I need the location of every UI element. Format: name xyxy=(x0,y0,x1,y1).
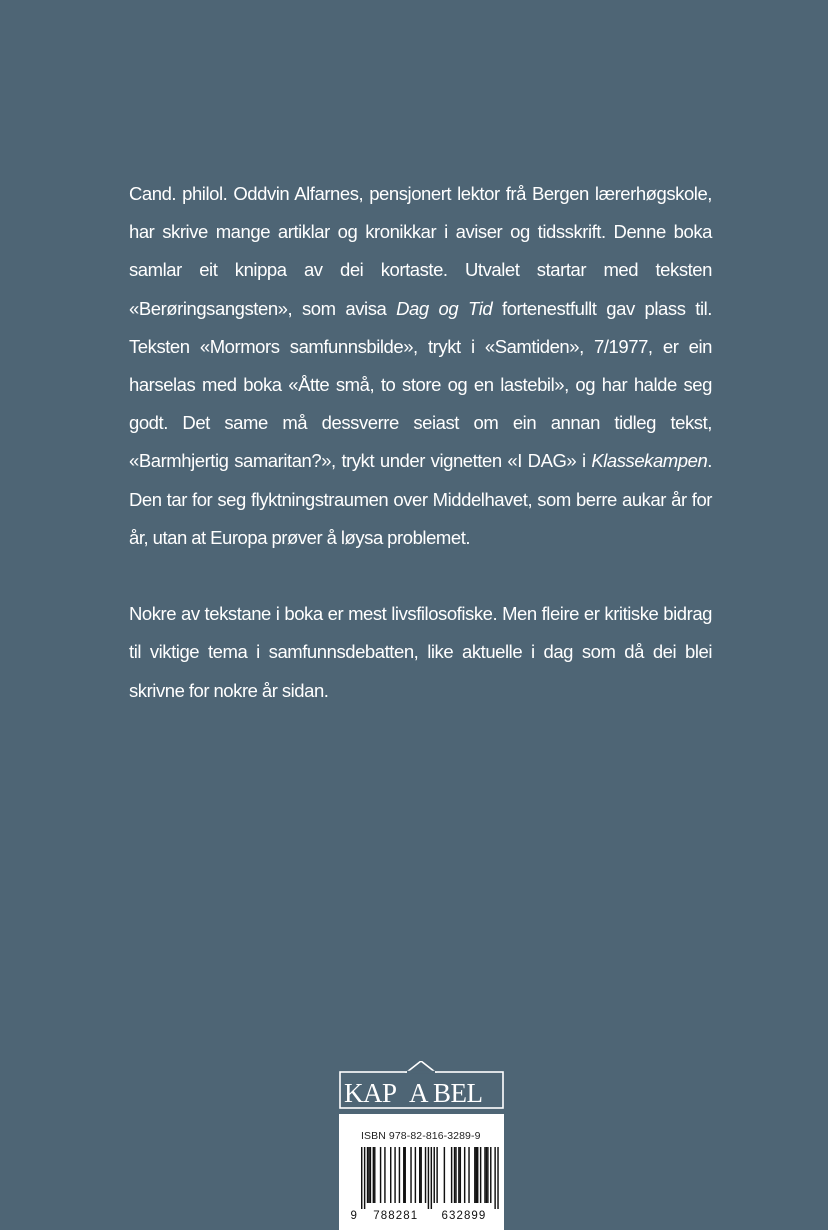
blurb-paragraph-2 xyxy=(129,595,712,710)
barcode-bar xyxy=(454,1147,455,1203)
barcode-bar xyxy=(474,1147,475,1203)
logo-roof xyxy=(407,1061,435,1072)
barcode-bar xyxy=(405,1147,406,1203)
barcode-bar xyxy=(415,1147,416,1203)
blurb-segment: Nokre av tekstane i boka er mest livsfilosofiske. Men fleire er kritiske bidrag til viktige tema i samfunnsdebatten, like aktuelle i dag som då dei blei skrivne for nokre år sidan. xyxy=(129,603,712,701)
barcode-bar xyxy=(497,1147,498,1209)
barcode-panel xyxy=(339,1114,504,1230)
barcode-bar xyxy=(364,1147,365,1209)
barcode-bar xyxy=(374,1147,375,1203)
barcode-bar xyxy=(494,1147,495,1209)
logo-text-left: KAP xyxy=(344,1078,397,1108)
barcode-bar xyxy=(373,1147,374,1203)
kapabel-logo xyxy=(339,1061,504,1109)
barcode-bar xyxy=(477,1147,478,1203)
barcode-digits-first: 9 xyxy=(350,1210,358,1221)
barcode-bar xyxy=(486,1147,487,1203)
logo-text-mid: A xyxy=(409,1078,429,1108)
barcode-bar xyxy=(428,1147,429,1209)
barcode-bar xyxy=(458,1147,459,1203)
logo-text-right: BEL xyxy=(433,1078,483,1108)
barcode-bar xyxy=(455,1147,456,1203)
barcode-bar xyxy=(367,1147,368,1203)
barcode-bar xyxy=(464,1147,465,1203)
barcode-bar xyxy=(431,1147,432,1209)
barcode-bar xyxy=(380,1147,381,1203)
barcode-digits-left: 788281 xyxy=(373,1210,419,1221)
barcode-bar xyxy=(420,1147,421,1203)
isbn-barcode xyxy=(349,1147,499,1221)
barcode-bar xyxy=(451,1147,452,1203)
barcode-bar xyxy=(425,1147,426,1203)
barcode-bar xyxy=(368,1147,369,1203)
blurb-segment: . Den tar for seg flyktningstraumen over Middelhavet, som berre aukar år for år, utan at Europa prøver å løysa problemet. xyxy=(129,450,712,548)
barcode-bar xyxy=(468,1147,469,1203)
blurb-italic-title: Dag og Tid xyxy=(396,297,493,319)
blurb-segment: Cand. philol. Oddvin Alfarnes, pensjonert lektor frå Bergen lærerhøgskole, har skrive mange artiklar og kronikkar i aviser og tidsskrift. Denne boka samlar eit knippa av dei kortaste. Utvalet startar med teksten «Berøringsangsten», som avisa xyxy=(129,183,712,319)
barcode-bar xyxy=(361,1147,362,1209)
barcode-bar xyxy=(384,1147,385,1203)
barcode-bar xyxy=(444,1147,445,1203)
barcode-bar xyxy=(484,1147,485,1203)
barcode-bar xyxy=(460,1147,461,1203)
barcode-bar xyxy=(490,1147,491,1203)
barcode-bar xyxy=(476,1147,477,1203)
barcode-bar xyxy=(394,1147,395,1203)
publisher-logo xyxy=(339,1061,504,1109)
blurb-text xyxy=(129,175,712,710)
barcode-bar xyxy=(480,1147,481,1203)
blurb-segment: fortenestfullt gav plass til. Teksten «Mormors samfunnsbilde», trykt i «Samtiden», 7/1977, er ein harselas med boka «Åtte små, to store og en lastebil», og har halde seg godt. Det same må dessverre seiast om ein annan tidleg tekst, «Barmhjertig samaritan?», trykt under vignetten «I DAG» i xyxy=(129,297,712,472)
barcode-bar xyxy=(410,1147,411,1203)
blurb-italic-title: Klassekampen xyxy=(591,450,708,472)
barcode-bar xyxy=(370,1147,371,1203)
barcode-bar xyxy=(390,1147,391,1203)
barcode-bar xyxy=(487,1147,488,1203)
barcode-bar xyxy=(399,1147,400,1203)
barcode-bar xyxy=(419,1147,420,1203)
isbn-label: ISBN 978-82-816-3289-9 xyxy=(361,1130,481,1142)
barcode-bar xyxy=(434,1147,435,1203)
blurb-paragraph-1 xyxy=(129,175,712,557)
barcode-digits-right: 632899 xyxy=(441,1210,487,1221)
barcode-bar xyxy=(403,1147,404,1203)
barcode-bar xyxy=(436,1147,437,1203)
